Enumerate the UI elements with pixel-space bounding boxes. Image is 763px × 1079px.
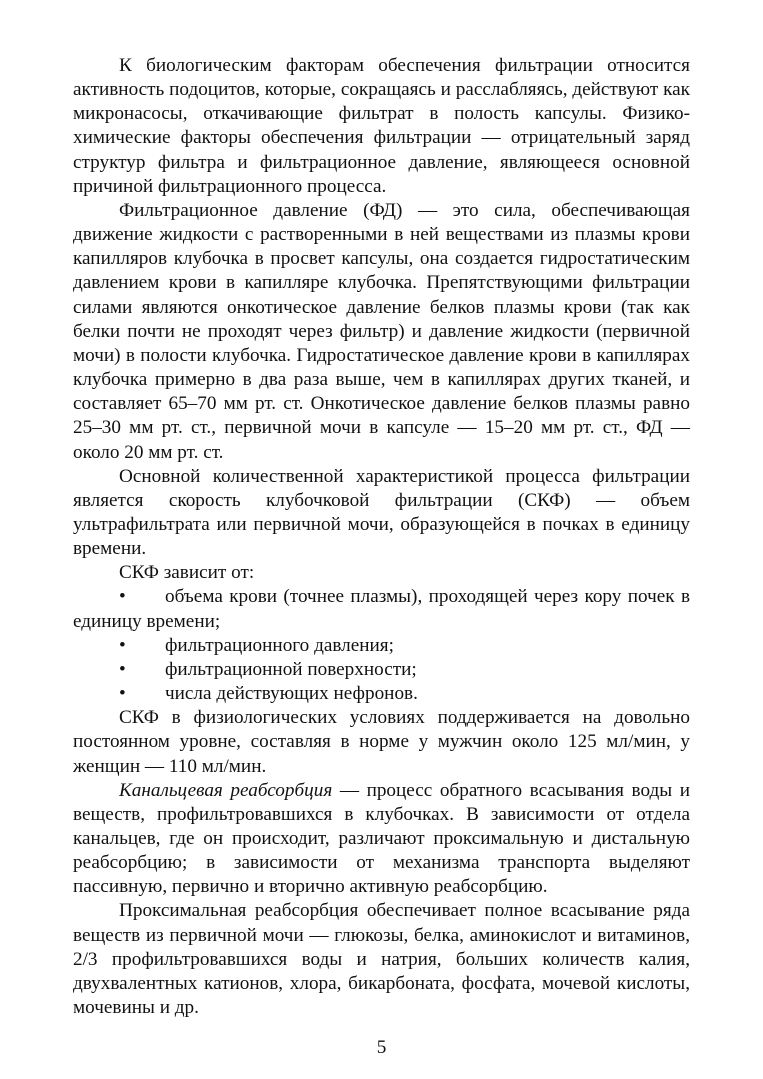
paragraph-text: — процесс обратного всасывания воды и веществ, профильтровавшихся в клубочках. В зависимости от отдела канальцев, где он происходит, различают проксимальную и дистальную реабсорбцию; в зависимости от механизма транспорта выделяют пассивную, первично и вторично активную реабсорбцию.: [73, 779, 690, 898]
list-item: [73, 585, 690, 633]
bullet-list: [73, 585, 690, 706]
paragraph-filtration-pressure: Фильтрационное давление (ФД) — это сила, обеспечивающая движение жидкости с растворенными в ней веществами из плазмы крови капилляров клубочка в просвет капсулы, она создается гидростатическим давлением крови в капилляре клубочка. Препятствующими фильтрации силами являются онкотическое давление белков плазмы крови (так как белки почти не проходят через фильтр) и давление жидкости (первичной мочи) в полости клубочка. Гидростатическое давление крови в капиллярах клубочка примерно в два раза выше, чем в капиллярах других тканей, и составляет 65–70 мм рт. ст. Онкотическое давление белков плазмы равно 25–30 мм рт. ст., первичной мочи в капсуле — 15–20 мм рт. ст., ФД — около 20 мм рт. ст.: [73, 199, 690, 463]
paragraph-gfr-definition: Основной количественной характеристикой процесса фильтрации является скорость клубочковой фильтрации (СКФ) — объем ультрафильтрата или первичной мочи, образующейся в почках в единицу времени.: [73, 465, 690, 560]
list-item-text: фильтрационной поверхности;: [165, 658, 417, 680]
paragraph-biological-factors: К биологическим факторам обеспечения фильтрации относится активность подоцитов, которые, сокращаясь и расслабляясь, действуют как микронасосы, откачивающие фильтрат в полость капсулы. Физико-химические факторы обеспечения фильтрации — отрицательный заряд структур фильтра и фильтрационное давление, являющееся основной причиной фильтрационного процесса.: [73, 55, 690, 197]
paragraph-gfr-depends: СКФ зависит от:: [119, 562, 255, 584]
term-tubular-reabsorption: Канальцевая реабсорбция: [119, 779, 333, 801]
list-item-text: числа действующих нефронов.: [165, 683, 418, 705]
list-item-text: объема крови (точнее плазмы), проходящей через кору почек в единицу времени;: [73, 586, 690, 632]
bullet-icon: •: [119, 586, 126, 608]
bullet-icon: •: [119, 658, 126, 680]
list-item: [73, 682, 690, 706]
list-item-text: фильтрационного давления;: [165, 634, 394, 656]
paragraph-gfr-values: СКФ в физиологических условиях поддерживается на довольно постоянном уровне, составляя в норме у мужчин около 125 мл/мин, у женщин — 110 мл/мин.: [73, 707, 690, 777]
page-number: 5: [376, 1037, 387, 1058]
page-body: [73, 54, 690, 1020]
list-item: [73, 658, 690, 682]
list-item: [73, 634, 690, 658]
bullet-icon: •: [119, 683, 126, 705]
bullet-icon: •: [119, 634, 126, 656]
paragraph-tubular-reabsorption: [73, 779, 690, 900]
paragraph-proximal-reabsorption: Проксимальная реабсорбция обеспечивает полное всасывание ряда веществ из первичной мочи — глюкозы, белка, аминокислот и витаминов, 2/3 профильтровавшихся воды и натрия, больших количеств калия, двухвалентных катионов, хлора, бикарбоната, фосфата, мочевой кислоты, мочевины и др.: [73, 900, 690, 1019]
